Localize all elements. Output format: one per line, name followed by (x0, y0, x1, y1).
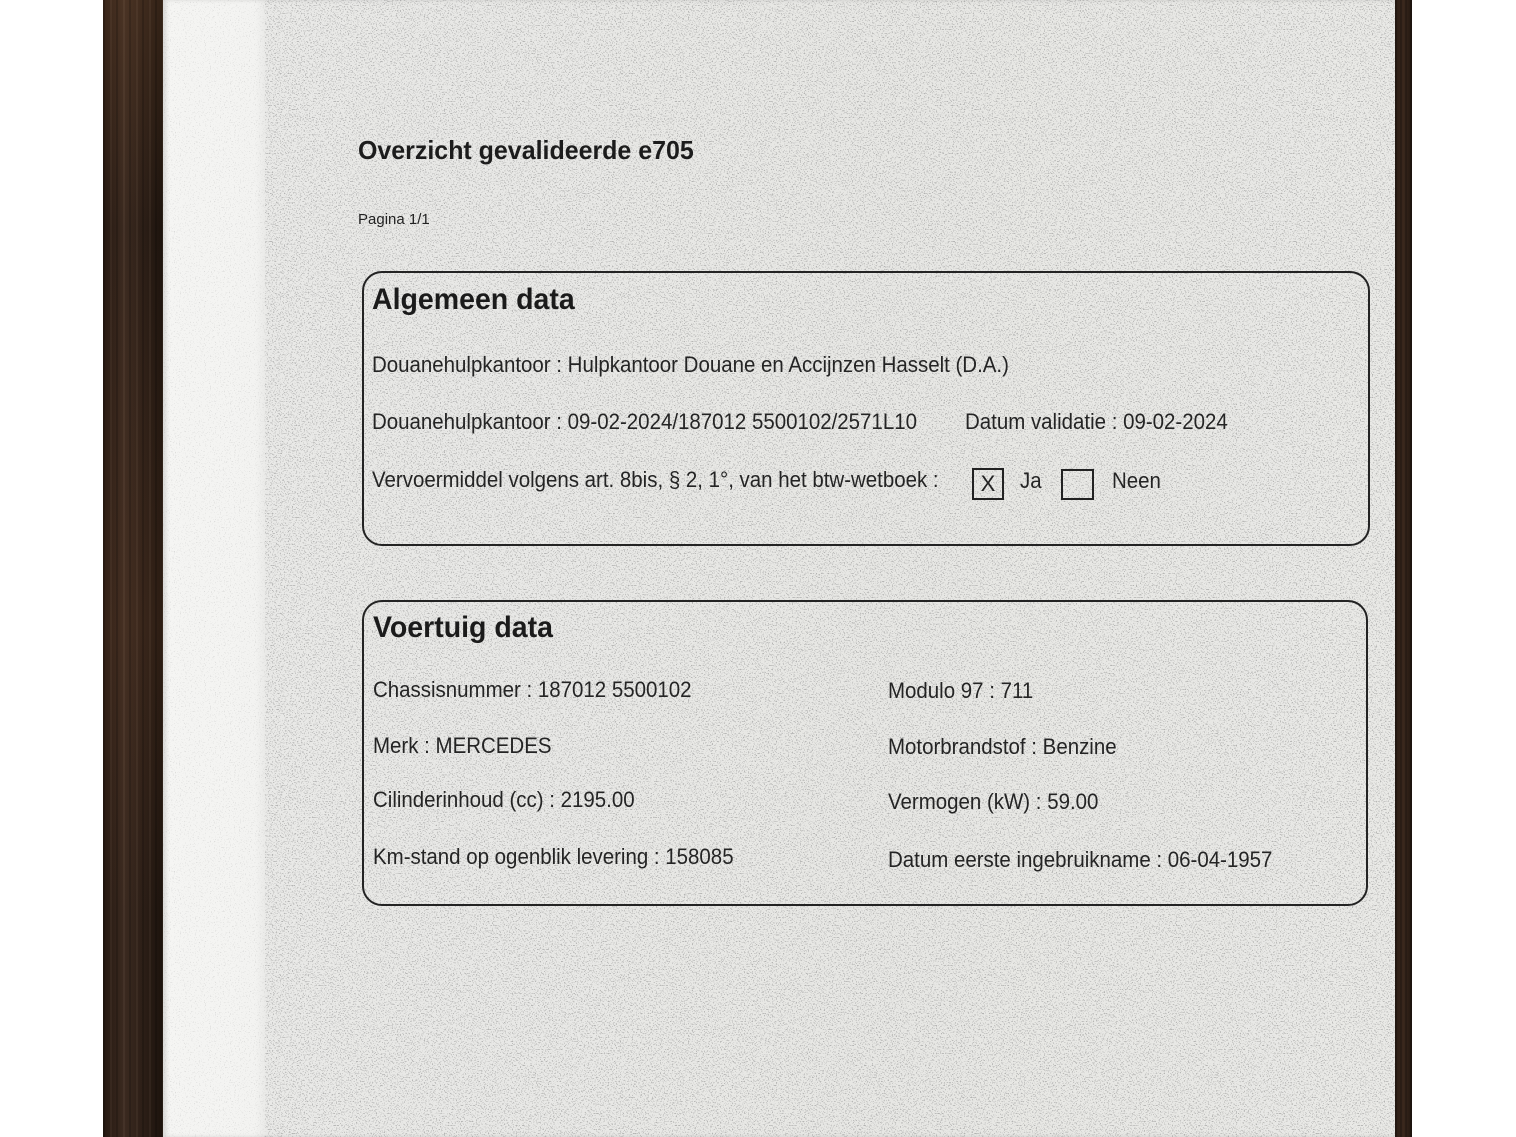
field-label: Km-stand op ogenblik levering : (373, 844, 660, 869)
field-label: Douanehulpkantoor : (372, 352, 562, 377)
field-label: Datum eerste ingebruikname : (888, 847, 1163, 872)
field-value: Benzine (1042, 734, 1117, 759)
section-heading: Algemeen data (372, 283, 575, 316)
field-value: 2195.00 (560, 787, 635, 812)
field-label: Merk : (373, 733, 430, 758)
motorbrandstof-line (888, 736, 1117, 758)
field-value: 711 (1000, 678, 1034, 703)
chassisnummer-line (373, 679, 691, 701)
douanehulpkantoor-line (372, 354, 1009, 376)
field-label: Douanehulpkantoor : (372, 409, 562, 434)
page-title: Overzicht gevalideerde e705 (358, 135, 694, 165)
field-label: Chassisnummer : (373, 677, 533, 702)
field-value: MERCEDES (435, 733, 552, 758)
vervoermiddel-label: Vervoermiddel volgens art. 8bis, § 2, 1°, van het btw-wetboek : (372, 467, 939, 492)
field-value: 06-04-1957 (1167, 847, 1273, 872)
field-value: Hulpkantoor Douane en Accijnzen Hasselt (D.A.) (567, 352, 1009, 377)
field-value: 187012 5500102 (537, 677, 692, 702)
field-label: Vermogen (kW) : (888, 789, 1042, 814)
wooden-table-right (1395, 0, 1412, 1137)
modulo-line (888, 680, 1033, 702)
merk-line (373, 735, 552, 757)
checkbox-neen-label: Neen (1112, 468, 1161, 493)
field-label: Cilinderinhoud (cc) : (373, 787, 555, 812)
field-label: Modulo 97 : (888, 678, 995, 703)
field-label: Datum validatie : (965, 409, 1118, 434)
referentie-line (372, 411, 917, 433)
cilinderinhoud-line (373, 789, 635, 811)
section-voertuig-data (362, 600, 1368, 906)
vermogen-line (888, 791, 1098, 813)
wooden-table-left (103, 0, 163, 1137)
field-label: Motorbrandstof : (888, 734, 1037, 759)
section-heading: Voertuig data (373, 611, 553, 644)
paper-speckle-texture (163, 0, 1395, 1137)
document-sheet (163, 0, 1395, 1137)
field-value: 09-02-2024 (1123, 409, 1228, 434)
datum-eerste-ingebruikname-line (888, 849, 1272, 871)
field-value: 59.00 (1047, 789, 1099, 814)
km-stand-line (373, 846, 734, 868)
checkbox-ja-label: Ja (1020, 468, 1042, 493)
section-algemeen-data (362, 271, 1370, 546)
checkbox-ja: X (972, 468, 1004, 500)
field-value: 09-02-2024/187012 5500102/2571L10 (567, 409, 917, 434)
field-value: 158085 (665, 844, 734, 869)
datum-validatie-line (965, 411, 1228, 433)
checkbox-neen (1061, 469, 1094, 500)
page-number: Pagina 1/1 (358, 211, 430, 228)
